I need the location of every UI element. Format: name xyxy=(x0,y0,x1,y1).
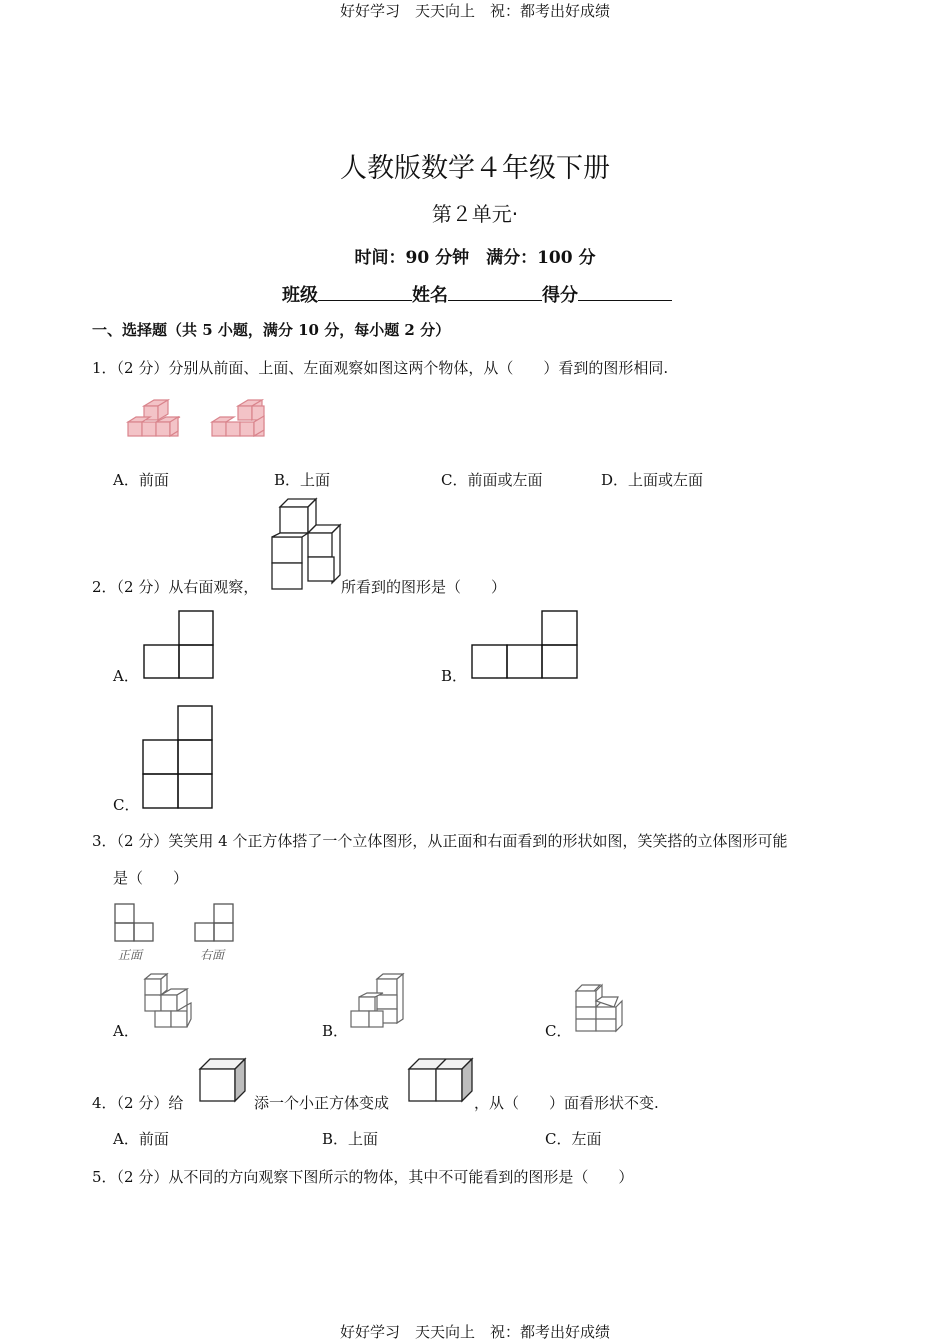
student-fields xyxy=(282,281,672,307)
q3-right-view-figure xyxy=(194,903,236,943)
exam-info: 时间：90 分钟 满分：100 分 xyxy=(354,248,596,268)
question-1-stem: 1．（2 分）分别从前面、上面、左面观察如图这两个物体，从（ ）看到的图形相同. xyxy=(92,359,669,377)
q4-two-cube-figure xyxy=(408,1057,474,1103)
q3-option-c-figure[interactable] xyxy=(574,983,628,1035)
page-header: 好好学习 天天向上 祝：都考出好成绩 xyxy=(339,2,610,20)
score-label: 得分 xyxy=(542,285,578,306)
q2-option-c-figure[interactable] xyxy=(142,705,216,811)
q2-option-b-figure[interactable] xyxy=(471,610,581,680)
q3-front-view-label: 正面 xyxy=(118,948,143,962)
q4-option-b[interactable]: B．上面 xyxy=(322,1130,379,1148)
q3-option-b[interactable]: B． xyxy=(322,1022,349,1040)
question-3-stem-line2: 是（ ） xyxy=(113,869,189,887)
q3-right-view-label: 右面 xyxy=(200,948,225,962)
q1-cube-figure-right xyxy=(208,398,278,448)
q1-option-a[interactable]: A．前面 xyxy=(113,471,169,489)
q3-front-view-figure xyxy=(114,903,156,943)
question-2-stem-start: 2．（2 分）从右面观察， xyxy=(92,578,259,596)
q1-option-d[interactable]: D．上面或左面 xyxy=(601,471,704,489)
class-label: 班级 xyxy=(282,285,318,306)
q2-option-a-figure[interactable] xyxy=(143,610,217,680)
score-blank[interactable] xyxy=(578,282,672,301)
q3-option-a-figure[interactable] xyxy=(141,973,195,1033)
q3-option-b-figure[interactable] xyxy=(347,973,407,1033)
name-label: 姓名 xyxy=(412,285,448,306)
q4-option-c[interactable]: C．左面 xyxy=(545,1130,602,1148)
q1-option-b[interactable]: B．上面 xyxy=(274,471,331,489)
question-4-stem-b: 添一个小正方体变成 xyxy=(254,1094,390,1112)
name-blank[interactable] xyxy=(448,282,542,301)
question-3-stem-line1: 3．（2 分）笑笑用 4 个正方体搭了一个立体图形，从正面和右面看到的形状如图，笑笑搭的立体图形可能 xyxy=(92,832,788,850)
q2-cube-stack-figure xyxy=(270,497,346,593)
q3-option-a[interactable]: A． xyxy=(113,1022,139,1040)
q2-option-a[interactable]: A． xyxy=(113,667,139,685)
unit-subtitle: 第２单元· xyxy=(431,202,519,226)
q1-option-c[interactable]: C．前面或左面 xyxy=(441,471,543,489)
q4-single-cube-figure xyxy=(199,1057,247,1103)
class-blank[interactable] xyxy=(318,282,412,301)
q2-option-b[interactable]: B． xyxy=(441,667,468,685)
question-4-stem-a: 4．（2 分）给 xyxy=(92,1094,184,1112)
q4-option-a[interactable]: A．前面 xyxy=(113,1130,169,1148)
section-heading: 一、选择题（共 5 小题，满分 10 分，每小题 2 分） xyxy=(92,321,451,339)
page-title: 人教版数学４年级下册 xyxy=(340,153,610,184)
q1-cube-figure-left xyxy=(122,398,192,448)
q3-option-c[interactable]: C． xyxy=(545,1022,572,1040)
question-2-stem-end: 所看到的图形是（ ） xyxy=(341,578,507,596)
q2-option-c[interactable]: C． xyxy=(113,796,140,814)
question-5-stem: 5．（2 分）从不同的方向观察下图所示的物体，其中不可能看到的图形是（ ） xyxy=(92,1168,634,1186)
page-footer: 好好学习 天天向上 祝：都考出好成绩 xyxy=(339,1323,610,1341)
question-4-stem-c: ，从（ ）面看形状不变. xyxy=(474,1094,659,1112)
